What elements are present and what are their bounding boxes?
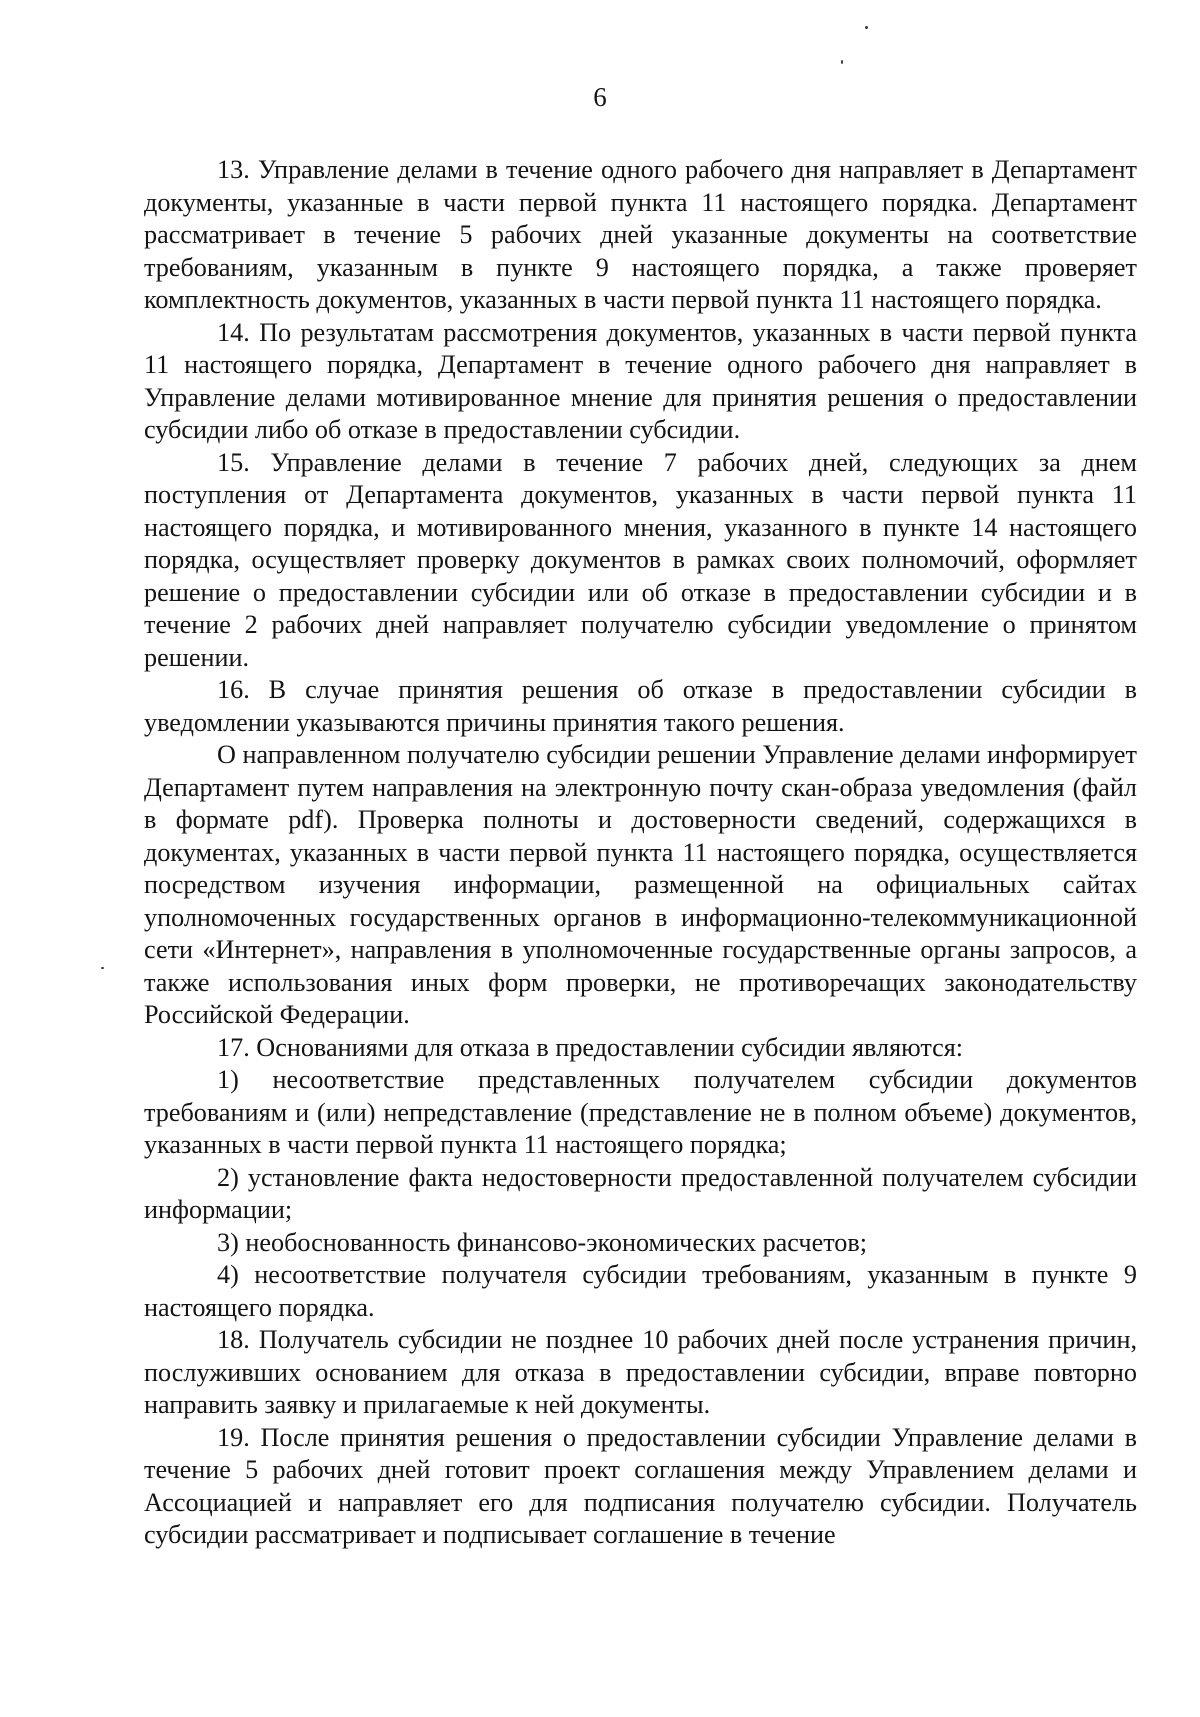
list-item-4: 4) несоответствие получателя субсидии требованиям, указанным в пункте 9 настоящего порядка. [144, 1260, 1137, 1322]
page-number: 6 [593, 82, 607, 112]
scan-speck [101, 967, 104, 969]
document-body [144, 154, 1137, 1552]
paragraph-18: 18. Получатель субсидии не позднее 10 рабочих дней после устранения причин, послуживших основанием для отказа в предоставлении субсидии, вправе повторно направить заявку и прилагаемые к ней документы. [144, 1325, 1137, 1419]
list-item-1: 1) несоответствие представленных получателем субсидии документов требованиям и (или) непредставление (представление не в полном объеме) документов, указанных в части первой пункта 11 настоящего порядка; [144, 1065, 1137, 1159]
paragraph-15: 15. Управление делами в течение 7 рабочих дней, следующих за днем поступления от Департамента документов, указанных в части первой пункта 11 настоящего порядка, и мотивированного мнения, указанного в пункте 14 настоящего порядка, осуществляет проверку документов в рамках своих полномочий, оформляет решение о предоставлении субсидии или об отказе в предоставлении субсидии и в течение 2 рабочих дней направляет получателю субсидии уведомление о принятом решении. [144, 447, 1137, 672]
list-item-2: 2) установление факта недостоверности предоставленной получателем субсидии информации; [144, 1162, 1137, 1224]
paragraph-17: 17. Основаниями для отказа в предоставлении субсидии являются: [217, 1032, 964, 1062]
paragraph-19: 19. После принятия решения о предоставлении субсидии Управление делами в течение 5 рабочих дней готовит проект соглашения между Управлением делами и Ассоциацией и направляет его для подписания получателю субсидии. Получатель субсидии рассматривает и подписывает соглашение в течение [144, 1422, 1137, 1549]
scan-speck [841, 60, 843, 64]
list-item-3: 3) необоснованность финансово-экономических расчетов; [217, 1227, 868, 1257]
paragraph-16-part-2: О направленном получателю субсидии решении Управление делами информирует Департамент путем направления на электронную почту скан-образа уведомления (файл в формате pdf). Проверка полноты и достоверности сведений, содержащихся в документах, указанных в части первой пункта 11 настоящего порядка, осуществляется посредством изучения информации, размещенной на официальных сайтах уполномоченных государственных органов в информационно-телекоммуникационной сети «Интернет», направления в уполномоченные государственные органы запросов, а также использования иных форм проверки, не противоречащих законодательству Российской Федерации. [144, 740, 1137, 1029]
paragraph-16: 16. В случае принятия решения об отказе в предоставлении субсидии в уведомлении указываются причины принятия такого решения. [144, 675, 1137, 737]
scan-speck [865, 26, 868, 29]
paragraph-13: 13. Управление делами в течение одного рабочего дня направляет в Департамент документы, указанные в части первой пункта 11 настоящего порядка. Департамент рассматривает в течение 5 рабочих дней указанные документы на соответствие требованиям, указанным в пункте 9 настоящего порядка, а также проверяет комплектность документов, указанных в части первой пункта 11 настоящего порядка. [144, 155, 1137, 314]
paragraph-14: 14. По результатам рассмотрения документов, указанных в части первой пункта 11 настоящего порядка, Департамент в течение одного рабочего дня направляет в Управление делами мотивированное мнение для принятия решения о предоставлении субсидии либо об отказе в предоставлении субсидии. [144, 317, 1137, 444]
